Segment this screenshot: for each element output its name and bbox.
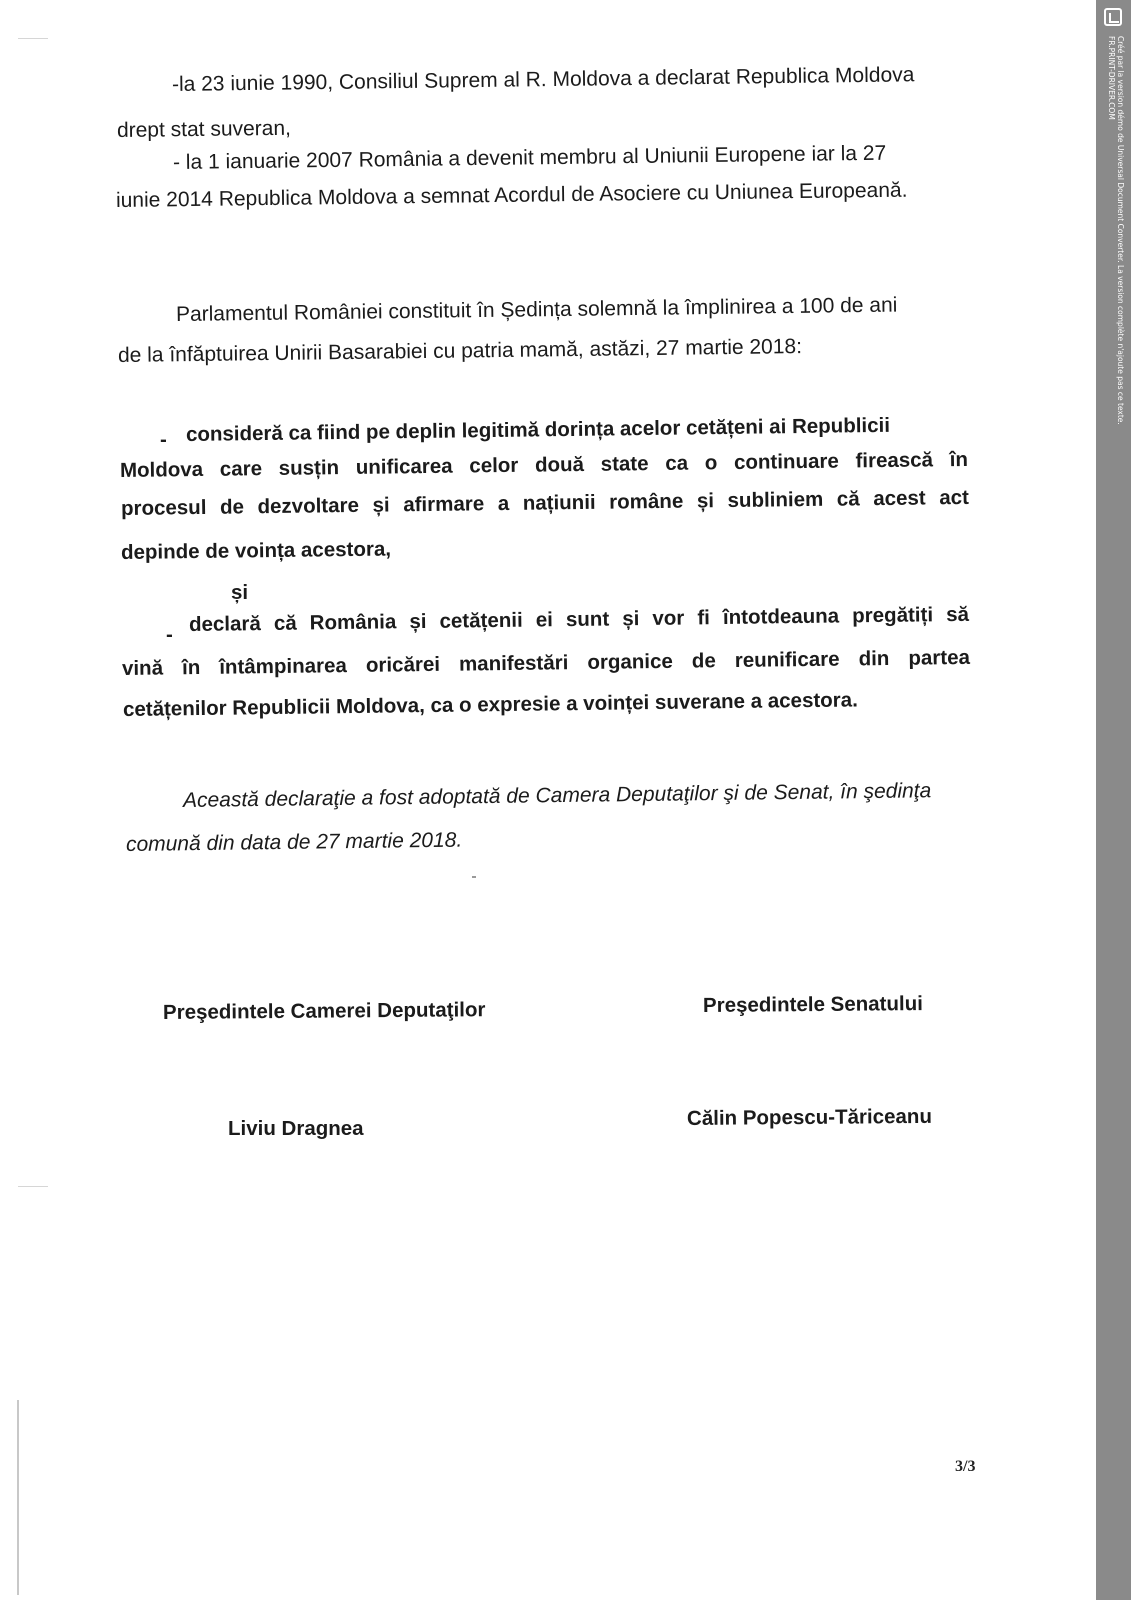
- scan-edge-line: [17, 1400, 19, 1595]
- paragraph1-line1: -la 23 iunie 1990, Consiliul Suprem al R. Moldova a declarat Republica Moldova: [171, 63, 915, 96]
- conjunction-text: și: [231, 581, 249, 604]
- bullet1-line3: procesul de dezvoltare și afirmare a națiunii române și subliniem că acest act: [120, 485, 970, 520]
- scan-mark-top: [18, 38, 48, 39]
- watermark-line2: FR.PRINT-DRIVER.COM: [1107, 36, 1116, 120]
- scan-speck: [472, 876, 476, 878]
- watermark-text: [1107, 36, 1125, 425]
- paragraph1-line2: drept stat suveran,: [116, 116, 292, 142]
- bullet2-dash: -: [166, 623, 173, 646]
- bullet1-line4: depinde de voința acestora,: [120, 537, 392, 564]
- adoption-line1: Această declaraţie a fost adoptată de Camera Deputaţilor şi de Senat, în şedinţa: [182, 779, 932, 812]
- signature-right-title: Preşedintele Senatului: [702, 992, 923, 1017]
- paragraph2-line2: de la înfăptuirea Unirii Basarabiei cu patria mamă, astăzi, 27 martie 2018:: [117, 335, 803, 367]
- page-number: 3/3: [955, 1458, 976, 1475]
- watermark-sidebar: [1096, 0, 1131, 1600]
- watermark-line1: Créé par la version démo de Universal Document Converter. La version complète n'ajoute pas ce texte.: [1116, 36, 1125, 425]
- signature-left-title: Preşedintele Camerei Deputaţilor: [162, 998, 486, 1024]
- adoption-line2: comună din data de 27 martie 2018.: [125, 828, 463, 856]
- scan-mark-middle: [18, 1186, 48, 1187]
- paragraph1-line3: - la 1 ianuarie 2007 România a devenit membru al Uniunii Europene iar la 27: [172, 141, 887, 174]
- bullet1-line1: consideră ca fiind pe deplin legitimă dorința acelor cetățeni ai Republicii: [185, 413, 891, 446]
- signature-left-name: Liviu Dragnea: [228, 1117, 364, 1140]
- bullet1-dash: -: [160, 428, 167, 451]
- bullet2-line3: cetățenilor Republicii Moldova, ca o expresie a voinței suverane a acestora.: [122, 688, 858, 721]
- bullet1-line2: Moldova care susțin unificarea celor două state ca o continuare firească în: [119, 447, 969, 482]
- paragraph2-line1: Parlamentul României constituit în Ședința solemnă la împlinirea a 100 de ani: [175, 293, 898, 326]
- bullet2-line2: vină în întâmpinarea oricărei manifestări organice de reunificare din partea: [121, 645, 971, 680]
- converter-logo-icon: [1104, 8, 1122, 26]
- bullet2-line1: declară că România și cetățenii ei sunt și vor fi întotdeauna pregătiți să: [188, 602, 970, 636]
- paragraph1-line4: iunie 2014 Republica Moldova a semnat Acordul de Asociere cu Uniunea Europeană.: [115, 178, 908, 212]
- signature-right-name: Călin Popescu-Tăriceanu: [686, 1104, 933, 1130]
